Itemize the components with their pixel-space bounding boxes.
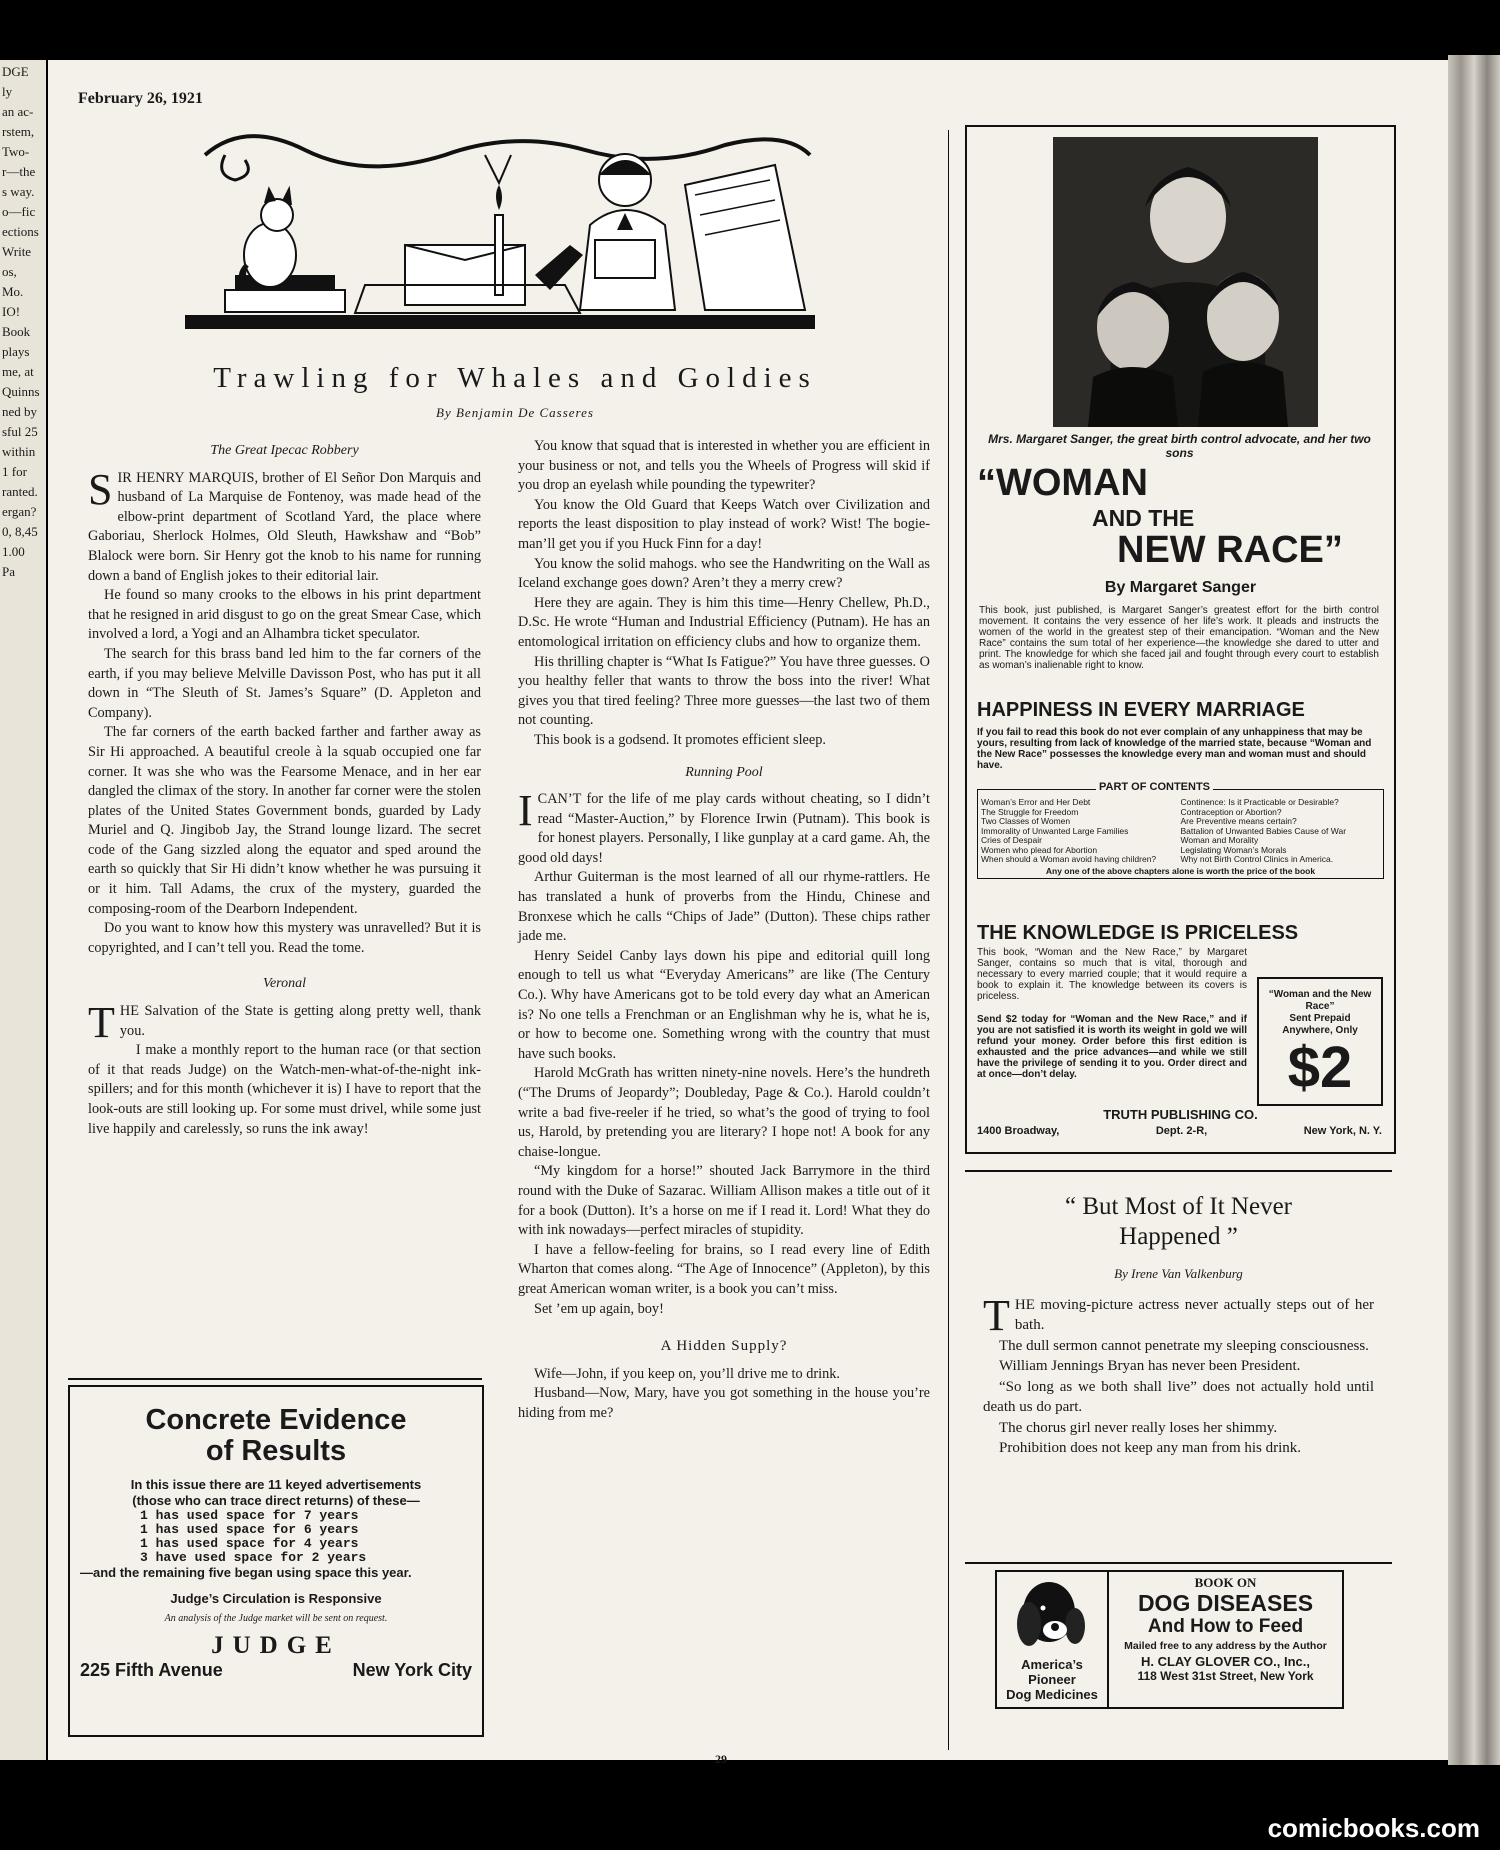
- neighbor-fragment: ned by: [2, 404, 38, 419]
- contents-item: Two Classes of Women: [981, 816, 1071, 826]
- dog-medicine-panel: [997, 1572, 1109, 1707]
- publisher-city: New York, N. Y.: [1303, 1125, 1382, 1137]
- neighbor-fragment: os,: [2, 264, 17, 279]
- list-item: 1 has used space for 4 years: [140, 1536, 359, 1551]
- neighbor-fragment: s way.: [2, 184, 35, 199]
- ad-rule: [965, 1562, 1392, 1564]
- ad-text: BOOK ON: [1194, 1575, 1257, 1590]
- dog-label: America’s: [1021, 1657, 1083, 1672]
- contents-box: [977, 781, 1384, 879]
- neighbor-fragment: plays: [2, 344, 30, 359]
- dog-diseases-advertisement: [995, 1570, 1344, 1709]
- neighbor-fragment: Book: [2, 324, 31, 339]
- paragraph: His thrilling chapter is “What Is Fatigue?” You have three guesses. O you healthy feller that wants to throw the boss into the river! What gives you that tired feeling? Three more guesses—the last two of them not counting.: [518, 653, 930, 729]
- contents-item: Woman’s Error and Her Debt: [981, 797, 1091, 807]
- priceless-blurb: This book, “Woman and the New Race,” by Margaret Sanger, contains so much that is vital, thorough and necessary to every married couple; that it would require a book to explain it. The knowledge between its covers is priceless.: [977, 947, 1247, 1002]
- contents-item: Contraception or Abortion?: [1180, 806, 1282, 817]
- neighbor-fragment: Write: [2, 244, 32, 259]
- judge-brand: JUDGE: [211, 1632, 341, 1659]
- paragraph: He found so many crooks to the elbows in his print department that he resigned in arid disgust to go on the great Smear Case, which involved a lord, a Yogi and an Alhambra ticket speculator.: [88, 587, 481, 643]
- happiness-heading: HAPPINESS IN EVERY MARRIAGE: [977, 699, 1305, 721]
- contents-item: Battalion of Unwanted Babies Cause of War: [1180, 825, 1347, 836]
- neighbor-fragment: ergan?: [2, 504, 37, 519]
- column-rule: [948, 130, 949, 1750]
- neighbor-fragment: Pa: [2, 564, 15, 579]
- book-author: By Margaret Sanger: [1104, 579, 1257, 596]
- price-box-text: “Woman and the New Race”: [1268, 989, 1372, 1012]
- book-title-line-3: NEW RACE”: [1117, 529, 1343, 571]
- article-rule: [965, 1170, 1392, 1172]
- section-title-veronal: Veronal: [262, 976, 307, 992]
- neighbor-fragment: 0, 8,45: [2, 524, 38, 539]
- dog-book-panel: [1109, 1572, 1342, 1707]
- paragraph: Henry Seidel Canby lays down his pipe and editorial quill long enough to tell us what “Everyday Americans” are like (The Century Co.). Why have Americans got to be told every day what an American is? No one tells a Frenchman or an Englishman why he is, what he is, or how to become one. Something wrong with the country that must have such books.: [518, 947, 930, 1062]
- paragraph: Arthur Guiterman is the most learned of all our rhyme-rattlers. He has translated a hunk of proverbs from the Hindu, Chinese and Bronxese which he calls “Chips of Jade” (Dutton). These chips rather jade me.: [518, 869, 930, 945]
- neighbor-fragment: ranted.: [2, 484, 38, 499]
- price-box-text: Sent Prepaid: [1289, 1013, 1351, 1024]
- ad-headline: Concrete Evidence: [145, 1404, 407, 1436]
- portrait-photo: [1053, 137, 1318, 427]
- paragraph: You know the solid mahogs. who see the Handwriting on the Wall as Iceland exchange goes down? Aren’t they a merry crew?: [518, 555, 930, 592]
- company-address: 118 West 31st Street, New York: [1137, 1669, 1314, 1683]
- article2-title: “ But Most of It Never Happened ”: [1064, 1193, 1293, 1250]
- neighbor-fragment: o—fic: [2, 204, 36, 219]
- list-item: 1 has used space for 6 years: [140, 1522, 359, 1537]
- contents-note: Any one of the above chapters alone is worth the price of the book: [1045, 865, 1316, 876]
- contents-right: [1181, 798, 1381, 865]
- price-box-text: Anywhere, Only: [1282, 1025, 1358, 1036]
- years-list: [140, 1509, 482, 1565]
- article-title: Trawling for Whales and Goldies: [213, 362, 817, 394]
- warning-blurb: If you fail to read this book do not ever complain of any unhappiness that may be yours, resulting from lack of knowledge of the married state, because “Woman and the New Race” possesses the knowledge every man and woman must and should have.: [977, 727, 1372, 771]
- paragraph: Wife—John, if you keep on, you’ll drive me to drink.: [534, 1365, 840, 1382]
- contents-item: Woman and Morality: [1180, 835, 1259, 845]
- book-spine: [1448, 55, 1500, 1765]
- neighbor-fragment: r—the: [2, 164, 36, 179]
- book-blurb: This book, just published, is Margaret Sanger’s greatest effort for the birth control movement. It contains the very essence of her life’s work. It pleads and instructs the women of the world in the greatest step of their emancipation. “Woman and the New Race” contains the sum total of her experience—the knowledge she dared to utter and print. The knowledge for which she faced jail and fought through every court to establish as woman’s inalienable right to know.: [979, 605, 1379, 671]
- contents-item: Cries of Despair: [981, 835, 1042, 845]
- publisher-dept: Dept. 2-R,: [1155, 1125, 1208, 1137]
- publisher-name: TRUTH PUBLISHING CO.: [1103, 1107, 1258, 1122]
- price-box: [1257, 977, 1383, 1106]
- paragraph: Husband—Now, Mary, have you got something in the house you’re hiding from me?: [518, 1385, 930, 1421]
- page-number: 29: [715, 1752, 727, 1766]
- ad-text: (those who can trace direct returns) of these—: [132, 1493, 420, 1508]
- article2-byline: By Irene Van Valkenburg: [1114, 1266, 1243, 1281]
- paragraph: Prohibition does not keep any man from his drink.: [999, 1440, 1302, 1456]
- neighbor-fragment: Mo.: [2, 284, 24, 299]
- drop-cap: S: [88, 464, 113, 514]
- paragraph: You know the Old Guard that Keeps Watch over Civilization and reports the least disposition to play instead of work? Wist! The bogie-man’ll get you if you Huck Finn for a day!: [518, 496, 930, 552]
- list-item: 3 have used space for 2 years: [140, 1550, 367, 1565]
- contents-item: Are Preventive means certain?: [1180, 816, 1297, 826]
- neighbor-fragment: within: [2, 444, 36, 459]
- article-never-happened: [965, 1192, 1392, 1459]
- neighbor-fragment: Quinns: [2, 384, 40, 399]
- request-note: An analysis of the Judge market will be sent on request.: [164, 1613, 388, 1624]
- drop-cap: I: [518, 786, 533, 836]
- address-city: New York City: [352, 1660, 472, 1680]
- paragraph: HE Salvation of the State is getting along pretty well, thank you.: [119, 1003, 481, 1039]
- circulation-line: Judge’s Circulation is Responsive: [170, 1591, 382, 1606]
- price-value: $2: [1287, 1035, 1353, 1100]
- ad-text: —and the remaining five began using space this year.: [80, 1565, 412, 1580]
- ad-rule: [68, 1378, 482, 1380]
- paragraph: William Jennings Bryan has never been President.: [999, 1358, 1301, 1374]
- contents-item: Legislating Woman’s Morals: [1180, 844, 1287, 855]
- drop-cap: T: [983, 1290, 1010, 1340]
- paragraph: You know that squad that is interested in whether you are efficient in your business or not, and tells you the Wheels of Progress will skid if you drop an eyelash while pounding the typewriter?: [518, 438, 930, 494]
- adjacent-page-strip: [0, 60, 46, 1760]
- paragraph: “So long as we both shall live” does not actually hold until death us do part.: [983, 1378, 1374, 1415]
- neighbor-fragment: Two-: [2, 144, 30, 159]
- paragraph: Harold McGrath has written ninety-nine novels. Here’s the hundreth (“The Drums of Jeopardy”; Doubleday, Page & Co.). Harold couldn’t write a bad five-reeler if he tried, so what’s the good of trying to fool us, Harold, by pretending you are literary? I hope not! A book for any chaise-longue.: [518, 1065, 930, 1160]
- neighbor-fragment: ly: [2, 84, 13, 99]
- contents-item: Why not Birth Control Clinics in America.: [1180, 854, 1334, 864]
- book-title-line-1: “WOMAN: [977, 462, 1148, 504]
- paragraph: The search for this brass band led him to the far corners of the earth, if you may believe Melville Davisson Post, who has put it all down in “The Sleuth of St. James’s Square” (D. Appleton and Company).: [88, 645, 481, 721]
- contents-item: The Struggle for Freedom: [981, 806, 1079, 817]
- neighbor-fragment: an ac-: [2, 104, 34, 119]
- paragraph: The far corners of the earth backed farther and farther away as Sir Hi approached. A beautiful creole à la squab occupied one far corner. It was she who was the Fearsome Menace, and in her ear dangled the climax of the story. In another far corner were the stolen plates of the United States Government bonds, guarded by Lady Muriel and Q. Jingibob Jay, the Strand lounge lizard. The secret code of the Gang sizzled along the equator and sped around the earth so quickly that Sir Hi didn’t know whether he was pursuing it or it him. Tall Adams, the crux of the mystery, guarded the composing-room of the Dearborn Independent.: [88, 724, 481, 917]
- neighbor-fragment: ections: [2, 224, 39, 239]
- neighbor-fragment: me, at: [2, 364, 34, 379]
- publisher-street: 1400 Broadway,: [977, 1125, 1060, 1137]
- neighbor-fragment: 1.00: [2, 544, 25, 559]
- article-byline: By Benjamin De Casseres: [436, 405, 594, 420]
- header-illustration: [185, 125, 825, 335]
- neighbor-fragment: IO!: [2, 304, 21, 319]
- paragraph: IR HENRY MARQUIS, brother of El Señor Don Marquis and husband of La Marquise de Fontenoy, was made head of the elbow-print department of Scotland Yard, the place where Gaboriau, Sherlock Holmes, Old Sleuth, Hawkshaw and “Bob” Blalock were born. Sir Henry got the knob to his name for running down a band of English jokes to their editorial lair.: [88, 469, 481, 584]
- paragraph: The dull sermon cannot penetrate my sleeping consciousness.: [999, 1337, 1369, 1354]
- paragraph: The chorus girl never really loses her shimmy.: [999, 1419, 1278, 1436]
- paragraph: Here they are again. They is him this time—Henry Chellew, Ph.D., D.Sc. He wrote “Human and Industrial Efficiency (Putnam). He has an entomological irritation on efficiency clubs and how to organize them.: [518, 594, 930, 650]
- ad-text: Mailed free to any address by the Author: [1124, 1640, 1327, 1652]
- contents-item: Immorality of Unwanted Large Families: [981, 825, 1129, 836]
- contents-item: Continence: Is it Practicable or Desirable?: [1180, 797, 1339, 807]
- drop-cap: T: [88, 998, 115, 1048]
- paragraph: I have a fellow-feeling for brains, so I read every line of Edith Wharton that comes along. “The Age of Innocence” (Appleton), by this great American woman writer, is a book you can’t miss.: [518, 1241, 930, 1297]
- photo-caption: Mrs. Margaret Sanger, the great birth control advocate, and her two sons: [988, 432, 1371, 460]
- section-title-running-pool: Running Pool: [685, 764, 763, 780]
- dog-book-subtitle: And How to Feed: [1147, 1616, 1304, 1637]
- dog-book-title: DOG DISEASES: [1137, 1590, 1314, 1616]
- section-title-ipecac: The Great Ipecac Robbery: [210, 443, 359, 458]
- contents-item: When should a Woman avoid having children?: [981, 854, 1157, 864]
- judge-address: [70, 1660, 482, 1681]
- ad-headline: of Results: [205, 1435, 347, 1467]
- judge-advertisement: [68, 1385, 484, 1737]
- dog-label: Dog Medicines: [1006, 1687, 1098, 1702]
- paragraph: “My kingdom for a horse!” shouted Jack Barrymore in the third round with the Duke of Sazarac. William Allison makes a title out of it for a book (Dutton). It’s a horse on me if I read it. Lord! What they do with ink nowadays—perfect miracles of stupidity.: [518, 1163, 930, 1239]
- order-blurb: Send $2 today for “Woman and the New Race,” and if you are not satisfied it is worth its weight in gold we will refund your money. Order before this first edition is exhausted and the price advances—and while we still have the privilege of sending it to you. Order direct and at once—don’t delay.: [977, 1014, 1247, 1080]
- paragraph: HE moving-picture actress never actually steps out of her bath.: [1014, 1296, 1374, 1333]
- contents-left: [981, 798, 1181, 865]
- neighbor-fragment: sful 25: [2, 424, 38, 439]
- paragraph: Set ’em up again, boy!: [534, 1300, 664, 1317]
- contents-title: PART OF CONTENTS: [1096, 783, 1213, 793]
- neighbor-fragment: DGE: [2, 64, 29, 79]
- address-street: 225 Fifth Avenue: [80, 1660, 223, 1680]
- book-title-line-2: AND THE: [1092, 505, 1195, 531]
- neighbor-fragment: rstem,: [2, 124, 35, 139]
- dog-head-icon: [997, 1572, 1105, 1652]
- article-column-2: [518, 437, 930, 1424]
- watermark: comicbooks.com: [1267, 1813, 1480, 1843]
- contents-item: Women who plead for Abortion: [981, 844, 1098, 855]
- paragraph: CAN’T for the life of me play cards without cheating, so I didn’t read “Master-Auction,” by Florence Irwin (Putnam). This book is for honest players. Personally, I like gunplay at a card game. Ah, the good old days!: [518, 791, 930, 866]
- issue-date: February 26, 1921: [78, 90, 203, 107]
- list-item: 1 has used space for 7 years: [140, 1508, 359, 1523]
- priceless-heading: THE KNOWLEDGE IS PRICELESS: [977, 922, 1299, 944]
- paragraph: This book is a godsend. It promotes efficient sleep.: [534, 731, 826, 748]
- ad-text: In this issue there are 11 keyed advertisements: [130, 1477, 422, 1492]
- sanger-book-advertisement: [965, 125, 1396, 1154]
- paragraph: Do you want to know how this mystery was unravelled? But it is copyrighted, and I can’t tell you. Read the tome.: [88, 920, 481, 956]
- section-title-hidden-supply: A Hidden Supply?: [660, 1338, 788, 1355]
- dog-label: Pioneer: [1028, 1672, 1076, 1687]
- paragraph: I make a monthly report to the human race (or that section of it that reads Judge) on the Watch-men-what-of-the-night ink-spillers; and for this month (whichever it is) I have to report that the look-outs are still looking up. For some must drivel, while some just live happily and carelessly, so runs the ink away!: [88, 1042, 481, 1137]
- article-column-1: [88, 435, 481, 1139]
- company-name: H. CLAY GLOVER CO., Inc.,: [1140, 1654, 1311, 1669]
- publisher-address: [977, 1125, 1382, 1137]
- neighbor-fragment: 1 for: [2, 464, 27, 479]
